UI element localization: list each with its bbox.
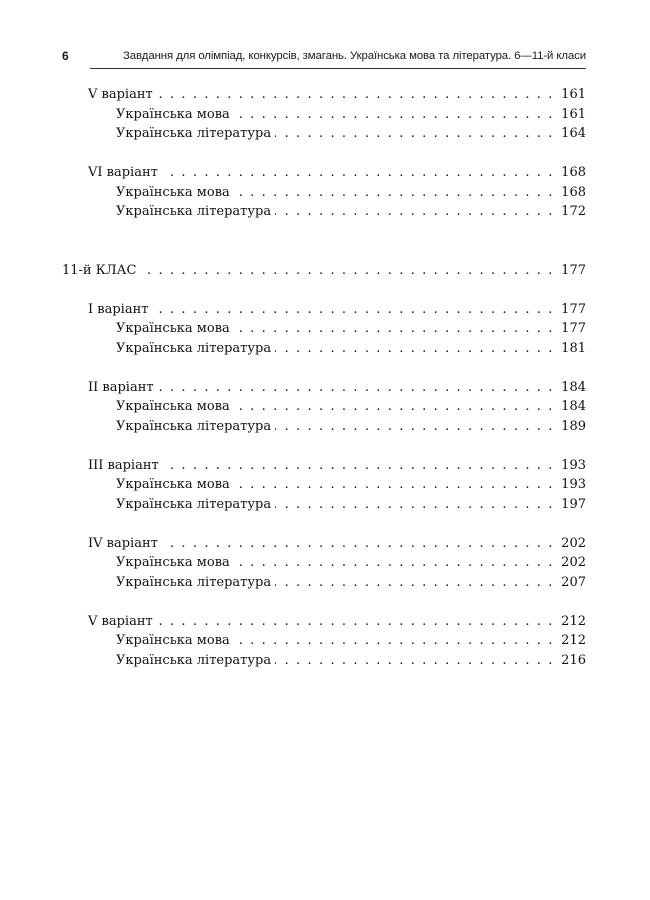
toc-entry-label: V варіант: [88, 87, 153, 102]
toc-entry-subject: [116, 473, 586, 493]
toc-entry-page: 177: [561, 263, 586, 278]
toc-entry-subject: [116, 181, 586, 201]
dot-leader: [162, 536, 554, 552]
toc-entry-class: [62, 259, 586, 279]
dot-leader: [275, 204, 554, 220]
toc-entry-label: III варіант: [88, 458, 159, 473]
toc-entry-subject: [116, 415, 586, 435]
toc-entry-subject: [116, 122, 586, 142]
toc-entry-page: 168: [561, 165, 586, 180]
toc-entry-page: 164: [561, 126, 586, 141]
toc-entry-subject: [116, 337, 586, 357]
toc-entry-label: II варіант: [88, 380, 154, 395]
toc-entry-variant: [88, 83, 586, 103]
dot-leader: [163, 458, 554, 474]
dot-leader: [234, 321, 554, 337]
dot-leader: [234, 107, 554, 123]
dot-leader: [234, 399, 554, 415]
toc-entry-page: 202: [561, 536, 586, 551]
toc-entry-variant: [88, 376, 586, 396]
dot-leader: [275, 653, 554, 669]
dot-leader: [152, 302, 554, 318]
toc-entry-page: 189: [561, 419, 586, 434]
toc-entry-page: 207: [561, 575, 586, 590]
toc-entry-label: Українська література: [116, 575, 272, 590]
toc-entry-page: 197: [561, 497, 586, 512]
toc-entry-variant: [88, 161, 586, 181]
toc-entry-subject: [116, 551, 586, 571]
toc-entry-label: Українська мова: [116, 633, 230, 648]
dot-leader: [234, 477, 554, 493]
toc-entry-subject: [116, 395, 586, 415]
toc-entry-page: 161: [561, 107, 586, 122]
toc-entry-page: 161: [561, 87, 586, 102]
toc-entry-subject: [116, 103, 586, 123]
toc-entry-page: 172: [561, 204, 586, 219]
toc-entry-label: Українська література: [116, 204, 272, 219]
dot-leader: [234, 633, 554, 649]
toc-entry-page: 193: [561, 477, 586, 492]
dot-leader: [157, 87, 554, 103]
toc-entry-label: Українська мова: [116, 555, 230, 570]
toc-entry-label: Українська література: [116, 126, 272, 141]
toc-entry-label: 11-й КЛАС: [62, 263, 137, 278]
dot-leader: [275, 126, 554, 142]
toc-entry-subject: [116, 200, 586, 220]
toc-entry-page: 212: [561, 633, 586, 648]
toc-entry-label: Українська мова: [116, 321, 230, 336]
toc-entry-label: Українська мова: [116, 477, 230, 492]
toc-entry-page: 177: [561, 302, 586, 317]
toc-entry-variant: [88, 298, 586, 318]
toc-entry-label: Українська мова: [116, 107, 230, 122]
toc-entry-subject: [116, 317, 586, 337]
toc-entry-subject: [116, 493, 586, 513]
toc-entry-subject: [116, 629, 586, 649]
dot-leader: [275, 575, 554, 591]
toc-entry-page: 212: [561, 614, 586, 629]
toc-entry-variant: [88, 454, 586, 474]
toc-entry-page: 202: [561, 555, 586, 570]
toc-entry-label: Українська мова: [116, 399, 230, 414]
toc-entry-label: VI варіант: [88, 165, 158, 180]
toc-entry-page: 168: [561, 185, 586, 200]
toc-entry-label: Українська мова: [116, 185, 230, 200]
toc-entry-page: 184: [561, 399, 586, 414]
dot-leader: [275, 419, 554, 435]
dot-leader: [157, 614, 554, 630]
toc-entry-label: Українська література: [116, 419, 272, 434]
dot-leader: [162, 165, 554, 181]
dot-leader: [140, 263, 554, 279]
toc-entry-variant: [88, 532, 586, 552]
toc-entry-page: 193: [561, 458, 586, 473]
dot-leader: [234, 555, 554, 571]
toc-entry-subject: [116, 649, 586, 669]
toc-entry-subject: [116, 571, 586, 591]
toc-entry-page: 177: [561, 321, 586, 336]
toc-entry-label: Українська література: [116, 653, 272, 668]
toc-entry-page: 181: [561, 341, 586, 356]
dot-leader: [275, 497, 554, 513]
toc-entry-label: Українська література: [116, 497, 272, 512]
toc-entry-page: 216: [561, 653, 586, 668]
toc-entry-label: Українська література: [116, 341, 272, 356]
toc-entry-label: I варіант: [88, 302, 149, 317]
dot-leader: [158, 380, 554, 396]
dot-leader: [234, 185, 554, 201]
running-title: Завдання для олімпіад, конкурсів, змагань. Українська мова та література. 6—11-й класи: [122, 50, 586, 62]
toc-entry-variant: [88, 610, 586, 630]
toc-entry-label: V варіант: [88, 614, 153, 629]
toc-entry-page: 184: [561, 380, 586, 395]
header-divider: [90, 68, 586, 69]
dot-leader: [275, 341, 554, 357]
page-number: 6: [62, 49, 69, 63]
toc-entry-label: IV варіант: [88, 536, 158, 551]
